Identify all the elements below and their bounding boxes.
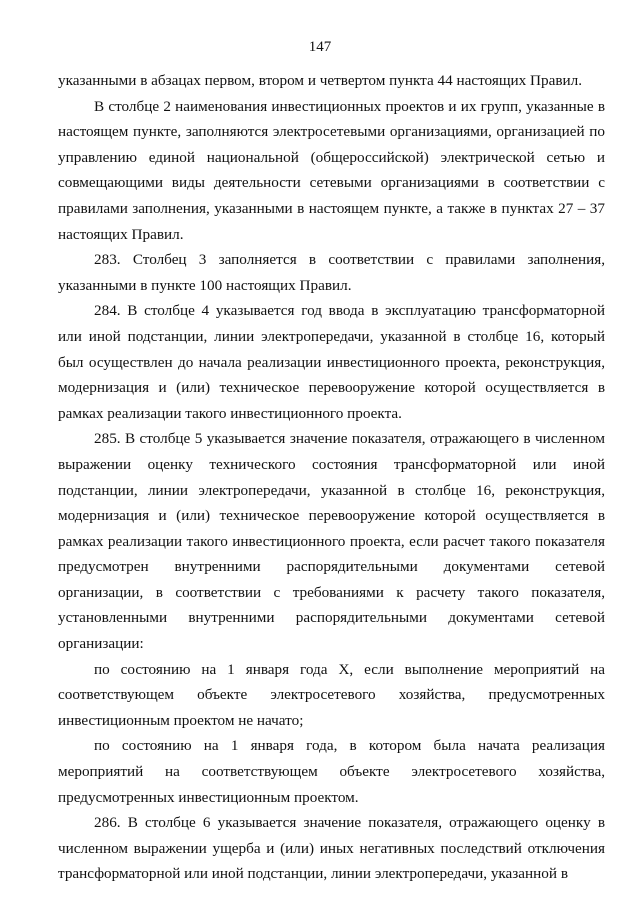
paragraph-283: 283. Столбец 3 заполняется в соответствии с правилами заполнения, указанными в пункте 100 настоящих Правил. (58, 251, 605, 294)
paragraph-285: 285. В столбце 5 указывается значение показателя, отражающего в численном выражении оценку технического состояния трансформаторной или иной подстанции, линии электропередачи, указанной в столбце 16, реконструкция, модернизация и (или) техническое перевооружение которой осуществляется в рамках реализации такого инвестиционного проекта, если расчет такого показателя предусмотрен внутренними распорядительными документами сетевой организации, в соответствии с требованиями к расчету такого показателя, установленными внутренними распорядительными документами сетевой организации: (58, 430, 605, 653)
paragraph-284: 284. В столбце 4 указывается год ввода в эксплуатацию трансформаторной или иной подстанции, линии электропередачи, указанной в столбце 16, который был осуществлен до начала реализации инвестиционного проекта, реконструкция, модернизация и (или) техническое перевооружение которой осуществляется в рамках реализации такого инвестиционного проекта. (58, 302, 605, 422)
paragraph-285-item-1: по состоянию на 1 января года X, если выполнение мероприятий на соответствующем объекте электросетевого хозяйства, предусмотренных инвестиционным проектом не начато; (58, 660, 605, 729)
paragraph-column-2: В столбце 2 наименования инвестиционных проектов и их групп, указанные в настоящем пункте, заполняются электросетевыми организациями, организацией по управлению единой национальной (общероссийской) электрической сетью и совмещающими виды деятельности сетевыми организациями в соответствии с правилами заполнения, указанными в настоящем пункте, а также в пунктах 27 – 37 настоящих Правил. (58, 97, 605, 243)
paragraph-285-item-2: по состоянию на 1 января года, в котором была начата реализация мероприятий на соответствующем объекте электросетевого хозяйства, предусмотренных инвестиционным проектом. (58, 737, 605, 806)
document-body (58, 68, 605, 887)
paragraph-286: 286. В столбце 6 указывается значение показателя, отражающего оценку в численном выражении ущерба и (или) иных негативных последствий отключения трансформаторной или иной подстанции, линии электропередачи, указанной в (58, 814, 605, 883)
paragraph-continuation: указанными в абзацах первом, втором и четвертом пункта 44 настоящих Правил. (58, 72, 583, 89)
page-number: 147 (308, 39, 332, 55)
